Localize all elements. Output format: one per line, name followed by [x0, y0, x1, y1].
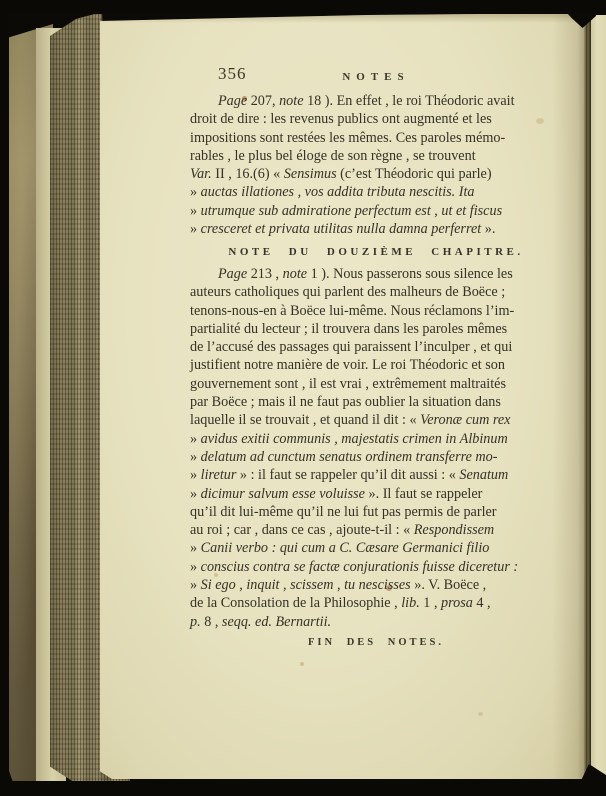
- text-line: » auctas illationes , vos addita tributa nescitis. Ita: [190, 184, 475, 201]
- text-line: gouvernement sont , il est vrai , extrêmement maltraités: [190, 375, 506, 392]
- text-line: par Boëce ; mais il ne faut pas oublier la situation dans: [190, 394, 501, 411]
- foxing-spot: [478, 712, 483, 716]
- text-line: tenons-nous-en à Boëce lui-même. Nous réclamons l’im-: [190, 302, 515, 319]
- page-number: 356: [218, 64, 247, 83]
- note-paragraph-1: [190, 92, 515, 238]
- text-line: » liretur » : il faut se rappeler qu’il dit aussi : « Senatum: [190, 467, 509, 484]
- text-line: droit de dire : les revenus publics ont augmenté et les: [190, 111, 492, 128]
- photo-black-border-bottom: [0, 781, 606, 796]
- text-line: Page 213 , note 1 ). Nous passerons sous silence les: [218, 266, 513, 282]
- running-header: NOTES: [342, 71, 410, 83]
- text-line: rables , le plus bel éloge de son règne , se trouvent: [190, 147, 476, 164]
- text-line: p. 8 , seqq. ed. Bernartii.: [190, 613, 332, 630]
- text-line: » Si ego , inquit , scissem , tu nescisses ». V. Boëce ,: [190, 577, 487, 594]
- photo-black-border-left: [0, 0, 9, 796]
- page-text-area: [190, 64, 562, 664]
- text-line: justifient notre manière de voir. Le roi Théodoric et son: [190, 357, 505, 374]
- text-line: auteurs catholiques qui parlent des malheurs de Boëce ;: [190, 284, 506, 301]
- photo-black-border-top: [0, 0, 606, 14]
- text-line: » utrumque sub admiratione perfectum est , ut et fiscus: [190, 202, 503, 219]
- text-line: » conscius contra se factæ conjurationis fuisse diceretur :: [190, 558, 519, 575]
- facing-page-sliver: [591, 15, 606, 775]
- text-line: de la Consolation de la Philosophie , lib. 1 , prosa 4 ,: [190, 595, 491, 612]
- text-line: » Canii verbo : qui cum a C. Cæsare Germanici filio: [190, 540, 490, 557]
- text-line: Page 207, note 18 ). En effet , le roi Théodoric avait: [218, 93, 515, 109]
- text-line: laquelle il se trouvait , et quand il dit : « Veronæ cum rex: [190, 412, 511, 429]
- text-line: impositions sont restées les mêmes. Ces paroles mémo-: [190, 129, 506, 146]
- text-line: » avidus exitii communis , majestatis crimen in Albinum: [190, 430, 508, 447]
- gutter-shadow: [584, 14, 591, 776]
- text-line: qu’il dit lui-même qu’il ne lui fut pas permis de parler: [190, 503, 497, 520]
- text-line: de l’accusé des passages qui paraissent l’inculper , et qui: [190, 339, 513, 356]
- text-line: » cresceret et privata utilitas nulla damna perferret ».: [190, 221, 496, 238]
- text-line: au roi ; car , dans ce cas , ajoute-t-il : « Respondissem: [190, 522, 495, 539]
- text-line: partialité du lecteur ; il trouvera dans les paroles mêmes: [190, 320, 508, 337]
- fin-des-notes-label: FIN DES NOTES.: [308, 637, 444, 648]
- text-line: Var. II , 16.(6) « Sensimus (c’est Théodoric qui parle): [190, 166, 492, 183]
- text-line: » delatum ad cunctum senatus ordinem transferre mo-: [190, 448, 498, 465]
- text-line: » dicimur salvum esse voluisse ». Il faut se rappeler: [190, 485, 483, 502]
- section-heading: NOTE DU DOUZIÈME CHAPITRE.: [228, 246, 524, 258]
- note-paragraph-2: [190, 265, 518, 631]
